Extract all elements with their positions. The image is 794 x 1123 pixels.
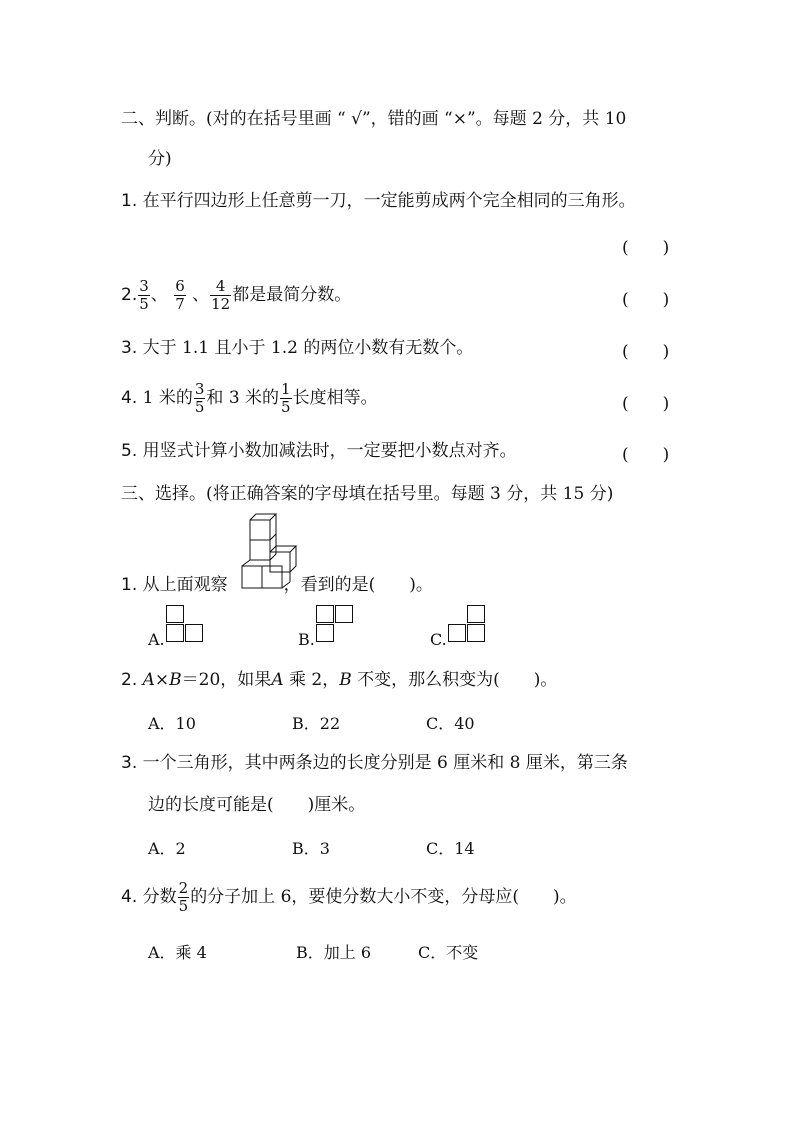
s3-q2: 2. A×B＝20，如果A 乘 2，B 不变，那么积变为( )。	[121, 670, 558, 690]
s2-q5-text: 用竖式计算小数加减法时，一定要把小数点对齐。	[142, 441, 517, 461]
s3-q3-line2: 边的长度可能是( )厘米。	[148, 795, 366, 815]
s3-q2-option-c[interactable]: C．40	[426, 714, 475, 733]
s3-q3-option-b[interactable]: B．3	[292, 839, 330, 858]
s3-q1-option-c[interactable]: C.	[430, 630, 447, 649]
s3-q3-option-a[interactable]: A．2	[148, 839, 186, 858]
s2-q4: 4. 1 米的 $\frac{3}{5}$ 和 3 米的 $\frac{1}{5}$ 长度相等。	[121, 380, 378, 416]
s2-q1-text: 在平行四边形上任意剪一刀，一定能剪成两个完全相同的三角形。	[142, 191, 636, 211]
s2-q3	[121, 337, 473, 359]
s3-q2-num: 2.	[121, 670, 138, 690]
s2-q2-num: 2.	[121, 285, 138, 305]
s2-q2-answer-paren[interactable]: ( )	[622, 290, 670, 310]
s2-q5-answer-paren[interactable]: ( )	[622, 445, 670, 465]
s3-q4-option-a[interactable]: A．乘 4	[148, 943, 207, 962]
s3-q4-option-c[interactable]: C．不变	[418, 943, 479, 962]
fraction: $\frac{3}{5}$	[194, 380, 205, 416]
s3-q2-option-b[interactable]: B．22	[292, 714, 341, 733]
s3-q1-figure-a	[166, 605, 206, 643]
fraction: $\frac{4}{12}$	[211, 277, 231, 313]
fraction: $\frac{3}{5}$	[139, 277, 149, 313]
s3-q2-option-a[interactable]: A．10	[148, 714, 196, 733]
section2-header-line1: 二、判断。(对的在括号里画 “ √”，错的画 “×”。每题 2 分，共 10	[121, 109, 627, 129]
s2-q4-answer-paren[interactable]: ( )	[622, 394, 670, 414]
fraction: $\frac{6}{7}$	[175, 277, 185, 313]
s3-q4-option-b[interactable]: B．加上 6	[296, 943, 372, 962]
fraction: $\frac{1}{5}$	[281, 380, 291, 416]
s3-q1-figure-c	[448, 605, 488, 643]
s3-q1-figure-b	[316, 605, 356, 643]
s3-q1-option-a[interactable]: A.	[148, 630, 165, 649]
s3-q1-num: 1.	[121, 575, 138, 595]
s3-q3-option-c[interactable]: C．14	[426, 839, 475, 858]
s2-q1	[121, 190, 636, 212]
s2-q3-answer-paren[interactable]: ( )	[622, 342, 670, 362]
section2-header-line2: 分)	[148, 149, 172, 169]
s2-q1-num: 1.	[121, 191, 138, 211]
s2-q1-answer-paren[interactable]: ( )	[622, 238, 670, 258]
s3-q1-option-b[interactable]: B.	[298, 630, 315, 649]
fraction: $\frac{2}{5}$	[178, 879, 189, 915]
s3-q1: 1. 从上面观察 ，看到的是( )。	[121, 575, 433, 595]
cube-stack-figure	[240, 512, 300, 592]
s2-q4-num: 4.	[121, 388, 138, 408]
s2-q2: 2. $\frac{3}{5}$ 、 $\frac{6}{7}$ 、 $\frac{4}{12}$ 都是最简分数。	[121, 277, 352, 313]
s2-q5	[121, 440, 517, 462]
s3-q4-num: 4.	[121, 887, 138, 907]
s3-q3-line1: 3. 一个三角形，其中两条边的长度分别是 6 厘米和 8 厘米，第三条	[121, 753, 628, 773]
s2-q3-num: 3.	[121, 338, 138, 358]
s2-q3-text: 大于 1.1 且小于 1.2 的两位小数有无数个。	[142, 338, 474, 358]
s2-q5-num: 5.	[121, 441, 138, 461]
s3-q4: 4. 分数 $\frac{2}{5}$ 的分子加上 6，要使分数大小不变，分母应( )。	[121, 879, 577, 915]
section3-header: 三、选择。(将正确答案的字母填在括号里。每题 3 分，共 15 分)	[121, 484, 614, 504]
s3-q3-num: 3.	[121, 753, 138, 773]
